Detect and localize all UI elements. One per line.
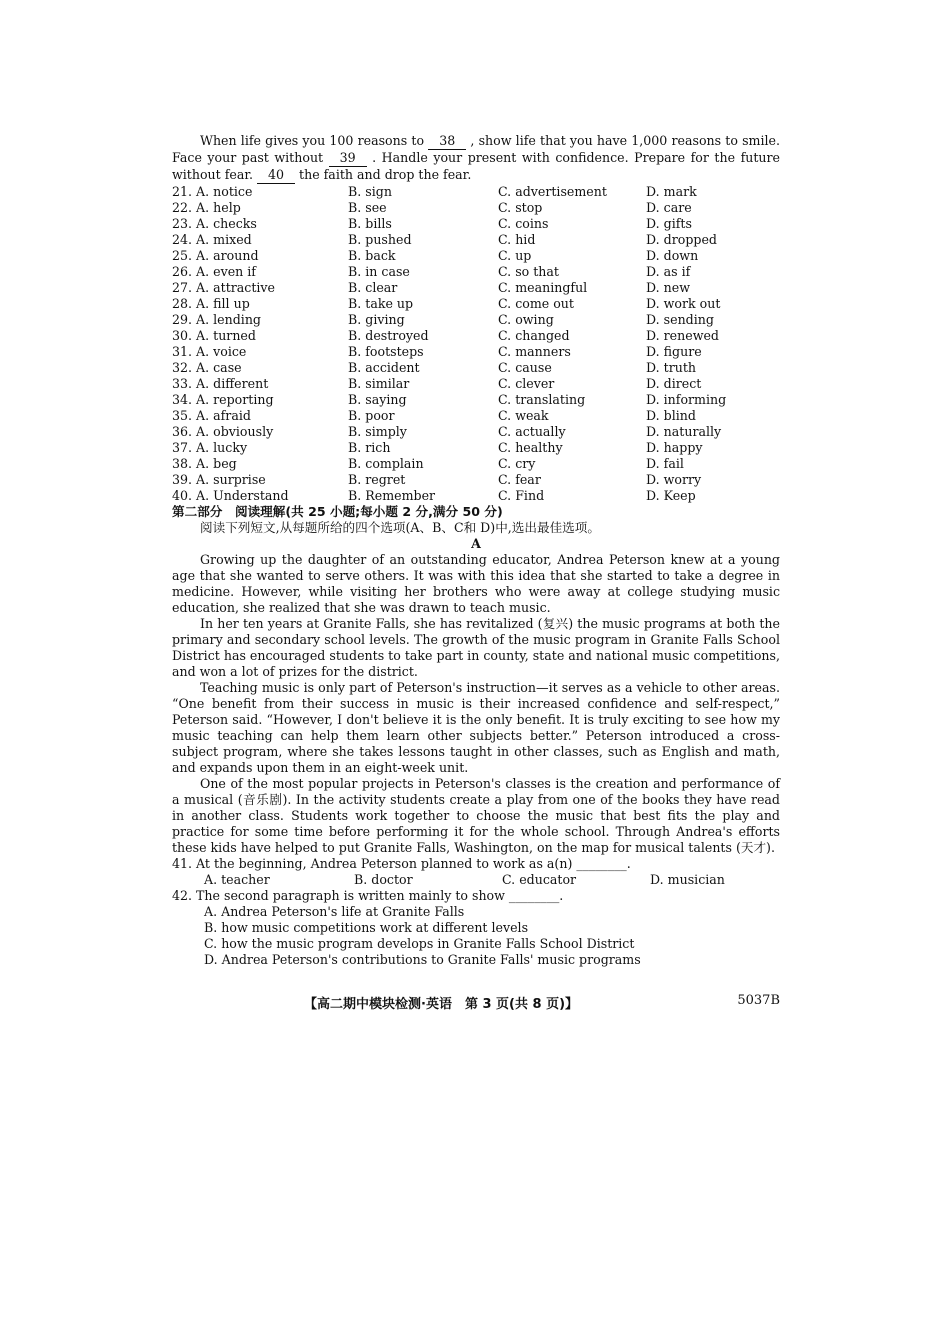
cloze-passage-end: When life gives you 100 reasons to 38 , show life that you have 1,000 reasons to smile. Face your past without 39 . Handle your present with confidence. Prepare for the future without fear. 40 the faith and drop the fear.: [172, 133, 780, 182]
cloze-option-b: B. simply: [348, 424, 407, 439]
cloze-option-a: 24. A. mixed: [172, 232, 252, 247]
cloze-option-a: 36. A. obviously: [172, 424, 274, 439]
cloze-option-c: C. cry: [498, 456, 536, 471]
cloze-option-c: C. so that: [498, 264, 559, 279]
cloze-option-a: 29. A. lending: [172, 312, 261, 327]
cloze-option-b: B. giving: [348, 312, 405, 327]
cloze-option-d: D. Keep: [646, 488, 696, 503]
cloze-option-c: C. coins: [498, 216, 549, 231]
cloze-option-b: B. footsteps: [348, 344, 424, 359]
cloze-option-d: D. mark: [646, 184, 697, 199]
cloze-option-d: D. naturally: [646, 424, 722, 439]
cloze-option-d: D. gifts: [646, 216, 692, 231]
cloze-option-row: [172, 248, 780, 264]
cloze-option-b: B. complain: [348, 456, 424, 471]
cloze-option-b: B. clear: [348, 280, 398, 295]
section2-heading: 第二部分 阅读理解(共 25 小题;每小题 2 分,满分 50 分): [172, 504, 503, 519]
cloze-option-b: B. poor: [348, 408, 395, 423]
question-41-options: [172, 872, 780, 888]
cloze-option-row: [172, 232, 780, 248]
cloze-option-d: D. blind: [646, 408, 696, 423]
cloze-option-d: D. sending: [646, 312, 714, 327]
cloze-option-b: B. Remember: [348, 488, 436, 503]
cloze-option-row: [172, 376, 780, 392]
cloze-option-b: B. sign: [348, 184, 392, 199]
blank-39: 39: [329, 150, 367, 167]
cloze-option-a: 31. A. voice: [172, 344, 247, 359]
cloze-option-b: B. accident: [348, 360, 420, 375]
cloze-option-row: [172, 424, 780, 440]
blank-40: 40: [257, 167, 295, 184]
cloze-option-row: [172, 296, 780, 312]
cloze-option-c: C. translating: [498, 392, 586, 407]
cloze-option-d: D. figure: [646, 344, 702, 359]
cloze-option-c: C. hid: [498, 232, 536, 247]
cloze-option-b: B. bills: [348, 216, 392, 231]
cloze-option-c: C. fear: [498, 472, 541, 487]
page-footer: [172, 993, 780, 1012]
cloze-option-row: [172, 472, 780, 488]
cloze-option-row: [172, 328, 780, 344]
cloze-option-b: B. pushed: [348, 232, 412, 247]
cloze-option-row: [172, 280, 780, 296]
cloze-option-c: C. advertisement: [498, 184, 607, 199]
cloze-option-c: C. stop: [498, 200, 543, 215]
cloze-option-b: B. see: [348, 200, 387, 215]
cloze-option-row: [172, 200, 780, 216]
q42-option-a: A. Andrea Peterson's life at Granite Falls: [204, 904, 465, 919]
cloze-option-a: 32. A. case: [172, 360, 242, 375]
cloze-option-d: D. happy: [646, 440, 703, 455]
cloze-option-a: 35. A. afraid: [172, 408, 251, 423]
cloze-option-b: B. back: [348, 248, 396, 263]
cloze-option-a: 38. A. beg: [172, 456, 237, 471]
cloze-option-row: [172, 456, 780, 472]
cloze-option-d: D. work out: [646, 296, 721, 311]
cloze-option-c: C. up: [498, 248, 532, 263]
passage-paragraph-4: One of the most popular projects in Peterson's classes is the creation and performance of a musical (音乐剧). In the activity students create a play from one of the books they have read in another class. Students work together to choose the music that best fits the play and practice for some time before performing it for the whole school. Through Andrea's efforts these kids have helped to put Granite Falls, Washington, on the map for musical talents (天才).: [172, 776, 780, 855]
cloze-option-row: [172, 392, 780, 408]
blank-38: 38: [428, 133, 466, 150]
cloze-option-d: D. truth: [646, 360, 697, 375]
cloze-option-row: [172, 216, 780, 232]
question-42-stem: 42. The second paragraph is written mainly to show ________.: [172, 888, 564, 903]
cloze-option-d: D. new: [646, 280, 690, 295]
cloze-option-d: D. care: [646, 200, 692, 215]
cloze-option-c: C. Find: [498, 488, 545, 503]
page-content: [172, 133, 780, 968]
cloze-option-a: 21. A. notice: [172, 184, 253, 199]
cloze-option-d: D. renewed: [646, 328, 719, 343]
cloze-option-a: 39. A. surprise: [172, 472, 266, 487]
q42-option-b: B. how music competitions work at different levels: [204, 920, 529, 935]
cloze-option-row: [172, 184, 780, 200]
cloze-option-b: B. in case: [348, 264, 410, 279]
cloze-option-c: C. come out: [498, 296, 574, 311]
cloze-option-c: C. actually: [498, 424, 566, 439]
cloze-option-c: C. cause: [498, 360, 552, 375]
cloze-option-b: B. destroyed: [348, 328, 429, 343]
footer-code: 5037B: [737, 993, 780, 1008]
passage-paragraph-2: In her ten years at Granite Falls, she has revitalized (复兴) the music programs at both the primary and secondary school levels. The growth of the music program in Granite Falls School District has encouraged students to take part in county, state and national music competitions, and won a lot of prizes for the district.: [172, 616, 780, 679]
cloze-option-row: [172, 264, 780, 280]
cloze-option-row: [172, 344, 780, 360]
cloze-option-d: D. as if: [646, 264, 691, 279]
cloze-option-b: B. regret: [348, 472, 406, 487]
cloze-option-c: C. meaningful: [498, 280, 588, 295]
q42-option-d: D. Andrea Peterson's contributions to Granite Falls' music programs: [204, 952, 641, 967]
cloze-option-d: D. worry: [646, 472, 702, 487]
passage-paragraph-3: Teaching music is only part of Peterson's instruction—it serves as a vehicle to other areas. “One benefit from their success in music is their increased confidence and self-respect,” Peterson said. “However, I don't believe it is the only benefit. It is truly exciting to see how my music teaching can help them learn other subjects better.” Peterson introduced a cross-subject program, where she takes lessons taught in other classes, such as English and math, and expands upon them in an eight-week unit.: [172, 680, 780, 775]
cloze-option-row: [172, 360, 780, 376]
cloze-option-row: [172, 440, 780, 456]
cloze-option-b: B. rich: [348, 440, 391, 455]
footer-title: 【高二期中模块检测·英语 第 3 页(共 8 页)】: [304, 997, 579, 1012]
cloze-option-a: 40. A. Understand: [172, 488, 289, 503]
cloze-option-c: C. changed: [498, 328, 570, 343]
cloze-option-c: C. owing: [498, 312, 554, 327]
passage-label: A: [471, 536, 481, 551]
cloze-option-a: 26. A. even if: [172, 264, 256, 279]
cloze-option-a: 33. A. different: [172, 376, 269, 391]
q41-option-b: B. doctor: [354, 872, 413, 887]
q41-option-c: C. educator: [502, 872, 577, 887]
cloze-option-c: C. healthy: [498, 440, 563, 455]
cloze-option-d: D. down: [646, 248, 699, 263]
cloze-option-c: C. clever: [498, 376, 555, 391]
section2-instruction: 阅读下列短文,从每题所给的四个选项(A、B、C和 D)中,选出最佳选项。: [200, 520, 600, 535]
q42-option-c: C. how the music program develops in Granite Falls School District: [204, 936, 635, 951]
cloze-option-row: [172, 408, 780, 424]
cloze-option-a: 22. A. help: [172, 200, 241, 215]
cloze-option-row: [172, 488, 780, 504]
cloze-option-b: B. similar: [348, 376, 410, 391]
cloze-option-d: D. direct: [646, 376, 702, 391]
cloze-option-c: C. manners: [498, 344, 571, 359]
cloze-option-d: D. dropped: [646, 232, 717, 247]
cloze-option-a: 25. A. around: [172, 248, 259, 263]
cloze-options-list: [172, 184, 780, 504]
cloze-option-d: D. fail: [646, 456, 684, 471]
cloze-option-c: C. weak: [498, 408, 549, 423]
cloze-option-a: 37. A. lucky: [172, 440, 248, 455]
q41-option-a: A. teacher: [204, 872, 270, 887]
passage-paragraph-1: Growing up the daughter of an outstanding educator, Andrea Peterson knew at a young age that she wanted to serve others. It was with this idea that she started to take a degree in medicine. However, while visiting her brothers who were away at college studying music education, she realized that she was drawn to teach music.: [172, 552, 780, 615]
cloze-option-a: 30. A. turned: [172, 328, 256, 343]
question-41-stem: 41. At the beginning, Andrea Peterson planned to work as a(n) ________.: [172, 856, 631, 871]
cloze-option-row: [172, 312, 780, 328]
cloze-option-a: 34. A. reporting: [172, 392, 274, 407]
cloze-option-a: 28. A. fill up: [172, 296, 250, 311]
cloze-option-b: B. saying: [348, 392, 407, 407]
q41-option-d: D. musician: [650, 872, 725, 887]
cloze-option-b: B. take up: [348, 296, 414, 311]
cloze-option-d: D. informing: [646, 392, 727, 407]
cloze-option-a: 23. A. checks: [172, 216, 257, 231]
cloze-option-a: 27. A. attractive: [172, 280, 276, 295]
